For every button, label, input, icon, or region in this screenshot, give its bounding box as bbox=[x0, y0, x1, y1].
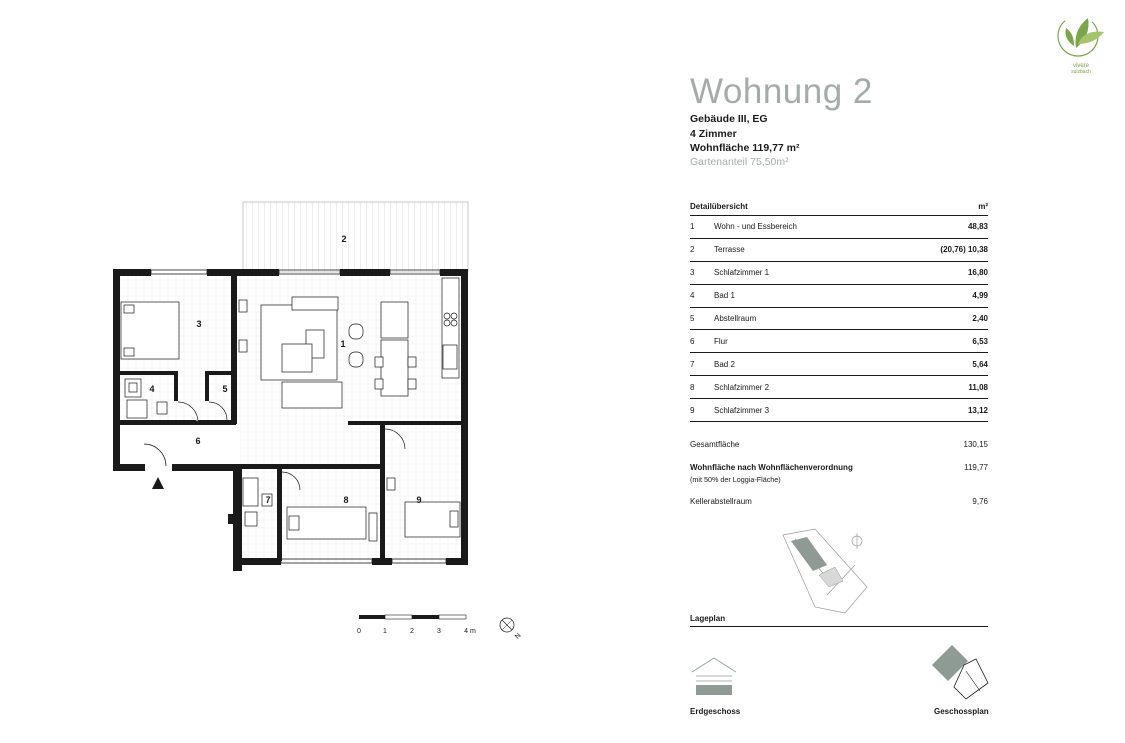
row-number: 5 bbox=[690, 314, 695, 323]
row-value: 16,80 bbox=[967, 268, 988, 278]
row-value: 6,53 bbox=[972, 336, 988, 346]
room-number-6: 6 bbox=[195, 436, 201, 446]
site-plan-label: Lageplan bbox=[690, 614, 988, 627]
scale-label-3: 3 bbox=[437, 628, 441, 635]
ground-floor-label: Erdgeschoss bbox=[690, 707, 741, 716]
total-area-value: 130,15 bbox=[963, 440, 988, 449]
north-arrow-icon bbox=[500, 618, 523, 641]
row-number: 6 bbox=[690, 336, 695, 346]
logo-text-vivere: vivere bbox=[1072, 63, 1089, 69]
row-number: 2 bbox=[690, 245, 695, 255]
row-value: 13,12 bbox=[967, 405, 988, 415]
row-value: 2,40 bbox=[972, 314, 988, 323]
table-row bbox=[690, 308, 988, 331]
table-row bbox=[690, 285, 988, 308]
floor-plan-label: Geschossplan bbox=[934, 707, 989, 716]
room-number-5: 5 bbox=[222, 384, 228, 394]
scale-label-0: 0 bbox=[357, 628, 361, 635]
row-value: (20,76) 10,38 bbox=[940, 245, 988, 255]
total-area bbox=[690, 440, 988, 449]
row-number: 8 bbox=[690, 382, 695, 392]
scale-label-2: 2 bbox=[410, 628, 414, 635]
scale-label-4: 4 m bbox=[464, 628, 476, 635]
table-row bbox=[690, 330, 988, 353]
room-number-1: 1 bbox=[340, 339, 346, 349]
row-name: Terrasse bbox=[714, 245, 745, 255]
entrance-arrow-icon bbox=[152, 477, 164, 489]
room-number-3: 3 bbox=[196, 319, 202, 329]
row-value: 4,99 bbox=[972, 291, 988, 301]
cellar-area-value: 9,76 bbox=[972, 497, 988, 506]
row-number: 1 bbox=[690, 222, 695, 232]
wfv-area-value: 119,77 bbox=[964, 463, 988, 472]
area-table-title: Detailübersicht bbox=[690, 202, 748, 211]
row-name: Bad 1 bbox=[714, 291, 735, 301]
terrace bbox=[243, 202, 468, 272]
row-name: Abstellraum bbox=[714, 314, 757, 323]
logo-leaf-icon bbox=[1052, 12, 1110, 58]
wfv-area bbox=[690, 463, 988, 472]
area-table-header bbox=[690, 198, 988, 216]
floor-plan-icon bbox=[928, 641, 990, 701]
room-number-9: 9 bbox=[416, 495, 422, 505]
row-value: 48,83 bbox=[967, 222, 988, 232]
row-name: Flur bbox=[714, 336, 728, 346]
living-area-label: Wohnfläche 119,77 m² bbox=[690, 142, 800, 154]
room-number-2: 2 bbox=[341, 234, 347, 244]
row-name: Schlafzimmer 2 bbox=[714, 382, 770, 392]
row-number: 3 bbox=[690, 268, 695, 278]
table-row bbox=[690, 216, 988, 239]
row-value: 5,64 bbox=[972, 359, 988, 369]
row-number: 9 bbox=[690, 405, 695, 415]
wfv-note: (mit 50% der Loggia-Fläche) bbox=[690, 475, 781, 484]
ground-floor-icon bbox=[690, 652, 740, 698]
cellar-area bbox=[690, 497, 988, 506]
row-number: 7 bbox=[690, 359, 695, 369]
scale-label-1: 1 bbox=[383, 628, 387, 635]
table-row bbox=[690, 262, 988, 285]
row-name: Bad 2 bbox=[714, 359, 735, 369]
page-title: Wohnung 2 bbox=[690, 72, 873, 111]
table-row bbox=[690, 376, 988, 399]
row-name: Schlafzimmer 3 bbox=[714, 405, 770, 415]
area-table bbox=[690, 198, 988, 422]
rooms-label: 4 Zimmer bbox=[690, 128, 737, 140]
table-row bbox=[690, 399, 988, 422]
row-name: Schlafzimmer 1 bbox=[714, 268, 770, 278]
room-number-4: 4 bbox=[149, 384, 155, 394]
row-name: Wohn - und Essbereich bbox=[714, 222, 798, 232]
site-plan-map bbox=[775, 525, 885, 615]
wfv-area-label: Wohnfläche nach Wohnflächenverordnung bbox=[690, 463, 853, 472]
table-row bbox=[690, 239, 988, 262]
room-number-7: 7 bbox=[265, 495, 271, 505]
table-row bbox=[690, 353, 988, 376]
area-table-unit: m² bbox=[978, 202, 988, 211]
room-number-8: 8 bbox=[343, 495, 349, 505]
logo-text-sulzbach: sulzbach bbox=[1071, 69, 1091, 75]
north-label: N bbox=[514, 632, 523, 641]
scale-bar bbox=[357, 615, 476, 635]
row-number: 4 bbox=[690, 291, 695, 301]
logo bbox=[1052, 12, 1110, 75]
row-value: 11,08 bbox=[968, 382, 988, 392]
garden-label: Gartenanteil 75,50m² bbox=[690, 156, 789, 168]
cellar-area-label: Kellerabstellraum bbox=[690, 497, 752, 506]
floor-fill-south bbox=[240, 424, 462, 564]
total-area-label: Gesamtfläche bbox=[690, 440, 740, 449]
building-label: Gebäude III, EG bbox=[690, 113, 768, 125]
